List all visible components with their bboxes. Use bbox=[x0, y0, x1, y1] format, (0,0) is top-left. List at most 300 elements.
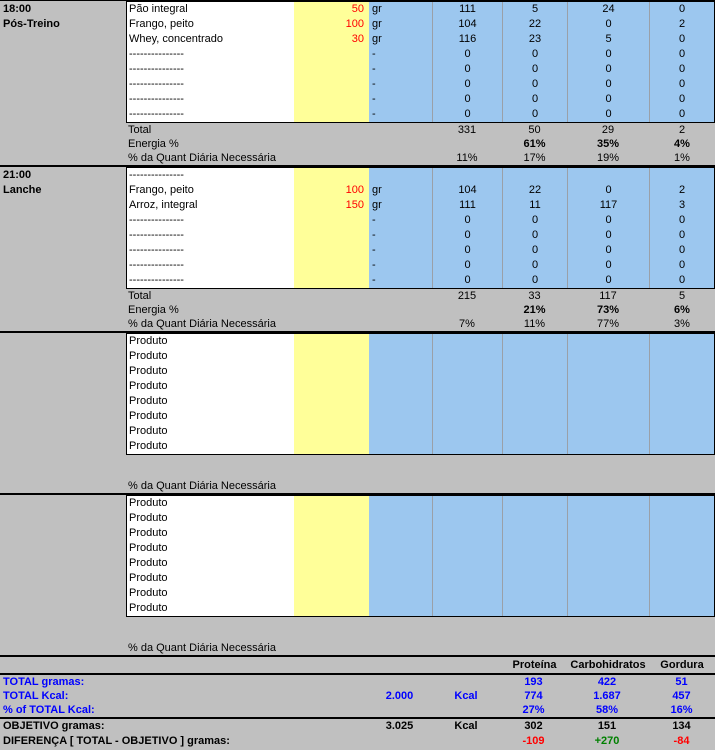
kcal-target-cell[interactable] bbox=[368, 675, 431, 689]
carb-value-cell[interactable]: 0 bbox=[567, 47, 649, 62]
product-table bbox=[126, 495, 715, 617]
quantity-cell[interactable] bbox=[294, 364, 369, 379]
carb-total-cell[interactable]: 117 bbox=[599, 290, 617, 302]
food-name-cell[interactable]: --------------- bbox=[127, 258, 294, 273]
unit-cell[interactable] bbox=[369, 409, 432, 424]
food-name-cell[interactable]: Pão integral bbox=[127, 2, 294, 17]
fat-value-cell[interactable] bbox=[649, 334, 714, 349]
kcal-unit-cell[interactable]: Kcal bbox=[454, 690, 478, 702]
unit-cell[interactable] bbox=[369, 601, 432, 616]
prot-value-cell[interactable]: 22 bbox=[502, 183, 567, 198]
prot-total-cell[interactable]: 50 bbox=[528, 124, 541, 136]
kcal-total-cell[interactable] bbox=[432, 303, 502, 317]
meal-name-cell[interactable]: Pós-Treino bbox=[3, 18, 60, 30]
kcal-value-cell[interactable]: 104 bbox=[432, 17, 502, 32]
quantity-cell[interactable] bbox=[294, 556, 369, 571]
unit-cell[interactable] bbox=[369, 349, 432, 364]
kcal-value-cell[interactable] bbox=[432, 379, 502, 394]
prot-total-cell[interactable]: 17% bbox=[523, 152, 546, 164]
quantity-cell[interactable] bbox=[294, 526, 369, 541]
kcal-value-cell[interactable] bbox=[432, 511, 502, 526]
prot-value-cell[interactable] bbox=[502, 168, 567, 183]
unit-cell[interactable] bbox=[369, 571, 432, 586]
fat-value-cell[interactable] bbox=[649, 586, 714, 601]
kcal-value-cell[interactable]: 116 bbox=[432, 32, 502, 47]
kcal-unit-cell[interactable] bbox=[431, 703, 501, 717]
prot-value-cell[interactable] bbox=[502, 439, 567, 454]
carb-value-cell[interactable]: 0 bbox=[567, 258, 649, 273]
product-row bbox=[127, 334, 714, 349]
kcal-value-cell[interactable] bbox=[432, 556, 502, 571]
prot-value-cell[interactable] bbox=[502, 556, 567, 571]
prot-value-cell[interactable]: 23 bbox=[502, 32, 567, 47]
carb-value-cell[interactable] bbox=[567, 424, 649, 439]
product-name-cell[interactable]: Produto bbox=[127, 541, 294, 556]
kcal-value-cell[interactable]: 0 bbox=[432, 213, 502, 228]
quantity-cell[interactable] bbox=[294, 409, 369, 424]
unit-cell[interactable] bbox=[369, 394, 432, 409]
fat-value-cell[interactable] bbox=[649, 601, 714, 616]
fat-total-cell[interactable]: 6% bbox=[674, 304, 690, 316]
carb-value-cell[interactable]: 0 bbox=[567, 273, 649, 288]
carbs-value-cell[interactable]: 151 bbox=[597, 720, 617, 732]
fat-value-cell[interactable]: 0 bbox=[649, 213, 714, 228]
carb-total-cell[interactable]: 77% bbox=[596, 318, 620, 330]
quantity-cell[interactable] bbox=[294, 168, 369, 183]
prot-value-cell[interactable] bbox=[502, 364, 567, 379]
fat-value-cell[interactable]: 0 bbox=[649, 243, 714, 258]
carb-value-cell[interactable]: 5 bbox=[567, 32, 649, 47]
prot-value-cell[interactable] bbox=[502, 409, 567, 424]
fat-value-cell[interactable]: 3 bbox=[649, 198, 714, 213]
fat-value-cell[interactable] bbox=[649, 541, 714, 556]
prot-value-cell[interactable]: 0 bbox=[502, 92, 567, 107]
carb-value-cell[interactable] bbox=[567, 571, 649, 586]
product-name-cell[interactable]: Produto bbox=[127, 556, 294, 571]
quantity-cell[interactable] bbox=[294, 601, 369, 616]
fat-value-cell[interactable]: 0 bbox=[649, 47, 714, 62]
food-name-cell[interactable]: Whey, concentrado bbox=[127, 32, 294, 47]
unit-cell[interactable] bbox=[369, 364, 432, 379]
prot-value-cell[interactable] bbox=[502, 571, 567, 586]
fat-value-cell[interactable]: 2 bbox=[649, 17, 714, 32]
unit-cell[interactable]: - bbox=[369, 228, 432, 243]
carb-value-cell[interactable] bbox=[567, 526, 649, 541]
prot-value-cell[interactable] bbox=[502, 394, 567, 409]
kcal-unit-cell[interactable]: Kcal bbox=[454, 720, 478, 732]
product-name-cell[interactable]: Produto bbox=[127, 511, 294, 526]
unit-cell[interactable] bbox=[369, 424, 432, 439]
unit-cell[interactable]: - bbox=[369, 92, 432, 107]
kcal-value-cell[interactable] bbox=[432, 168, 502, 183]
fat-value-cell[interactable]: 16% bbox=[670, 704, 693, 716]
carb-value-cell[interactable] bbox=[567, 394, 649, 409]
carbs-value-cell[interactable]: 422 bbox=[597, 676, 617, 688]
prot-total-cell[interactable]: 33 bbox=[528, 290, 541, 302]
daily-quant-footer-label[interactable]: % da Quant Diária Necessária bbox=[128, 642, 276, 654]
kcal-total-cell[interactable] bbox=[432, 137, 502, 151]
prot-value-cell[interactable] bbox=[502, 334, 567, 349]
fat-value-cell[interactable] bbox=[649, 496, 714, 511]
fat-value-cell[interactable]: 2 bbox=[649, 183, 714, 198]
product-name-cell[interactable]: Produto bbox=[127, 496, 294, 511]
product-name-cell[interactable]: Produto bbox=[127, 334, 294, 349]
prot-value-cell[interactable]: 0 bbox=[502, 228, 567, 243]
carb-value-cell[interactable] bbox=[567, 168, 649, 183]
summary-row-label[interactable]: OBJETIVO gramas: bbox=[3, 720, 105, 732]
prot-value-cell[interactable]: 0 bbox=[502, 273, 567, 288]
kcal-total-cell[interactable]: 7% bbox=[459, 318, 475, 330]
fat-value-cell[interactable] bbox=[649, 364, 714, 379]
summary-row-label[interactable]: % of TOTAL Kcal: bbox=[3, 704, 95, 716]
kcal-value-cell[interactable]: 0 bbox=[432, 228, 502, 243]
fat-value-cell[interactable] bbox=[649, 379, 714, 394]
kcal-value-cell[interactable] bbox=[432, 364, 502, 379]
fat-value-cell[interactable]: 0 bbox=[649, 258, 714, 273]
fat-value-cell[interactable]: 0 bbox=[649, 92, 714, 107]
carbs-value-cell[interactable]: 58% bbox=[595, 704, 619, 716]
product-name-cell[interactable]: Produto bbox=[127, 379, 294, 394]
prot-value-cell[interactable]: 11 bbox=[502, 198, 567, 213]
protein-value-cell[interactable]: 774 bbox=[524, 690, 543, 702]
quantity-cell[interactable]: 30 bbox=[294, 32, 369, 47]
kcal-target-cell[interactable] bbox=[368, 703, 431, 717]
energia-percent-row bbox=[0, 137, 715, 151]
quantity-cell[interactable]: 100 bbox=[294, 17, 369, 32]
quantity-cell[interactable] bbox=[294, 62, 369, 77]
kcal-target-cell[interactable]: 3.025 bbox=[385, 720, 414, 732]
unit-cell[interactable] bbox=[369, 379, 432, 394]
row-label[interactable]: % da Quant Diária Necessária bbox=[128, 318, 276, 330]
fat-total-cell[interactable]: 4% bbox=[674, 138, 690, 150]
fat-value-cell[interactable]: 457 bbox=[672, 690, 691, 702]
kcal-value-cell[interactable] bbox=[432, 349, 502, 364]
kcal-target-cell[interactable]: 2.000 bbox=[385, 690, 414, 702]
quantity-cell[interactable] bbox=[294, 541, 369, 556]
carb-value-cell[interactable] bbox=[567, 511, 649, 526]
fat-total-cell[interactable]: 5 bbox=[678, 290, 686, 302]
prot-total-cell[interactable]: 21% bbox=[523, 304, 546, 316]
kcal-total-cell[interactable]: 215 bbox=[457, 290, 477, 302]
food-name-cell[interactable]: --------------- bbox=[127, 47, 294, 62]
summary-row-label[interactable]: DIFERENÇA [ TOTAL - OBJETIVO ] gramas: bbox=[3, 735, 230, 747]
carb-value-cell[interactable] bbox=[567, 409, 649, 424]
protein-value-cell[interactable]: 27% bbox=[522, 704, 545, 716]
carb-value-cell[interactable] bbox=[567, 496, 649, 511]
unit-cell[interactable] bbox=[369, 511, 432, 526]
fat-total-cell[interactable]: 3% bbox=[674, 318, 690, 330]
carbs-column-header[interactable]: Carbohidratos bbox=[570, 659, 646, 671]
prot-value-cell[interactable]: 22 bbox=[502, 17, 567, 32]
carb-value-cell[interactable] bbox=[567, 556, 649, 571]
fat-value-cell[interactable] bbox=[649, 349, 714, 364]
fat-value-cell[interactable] bbox=[649, 424, 714, 439]
food-name-cell[interactable]: Arroz, integral bbox=[127, 198, 294, 213]
kcal-value-cell[interactable]: 0 bbox=[432, 77, 502, 92]
food-name-cell[interactable]: --------------- bbox=[127, 273, 294, 288]
spacer bbox=[0, 657, 502, 673]
food-name-cell[interactable]: Frango, peito bbox=[127, 17, 294, 32]
carb-value-cell[interactable]: 0 bbox=[567, 17, 649, 32]
quantity-cell[interactable] bbox=[294, 228, 369, 243]
fat-column-header[interactable]: Gordura bbox=[660, 659, 704, 671]
fat-value-cell[interactable]: 51 bbox=[675, 676, 688, 688]
product-name-cell[interactable]: Produto bbox=[127, 571, 294, 586]
carb-value-cell[interactable]: 0 bbox=[567, 183, 649, 198]
product-name-cell[interactable]: Produto bbox=[127, 424, 294, 439]
prot-value-cell[interactable] bbox=[502, 496, 567, 511]
prot-value-cell[interactable]: 0 bbox=[502, 77, 567, 92]
quantity-cell[interactable]: 100 bbox=[294, 183, 369, 198]
quantity-cell[interactable] bbox=[294, 496, 369, 511]
food-name-cell[interactable]: --------------- bbox=[127, 243, 294, 258]
carb-value-cell[interactable]: 117 bbox=[567, 198, 649, 213]
quantity-cell[interactable] bbox=[294, 258, 369, 273]
quantity-cell[interactable] bbox=[294, 349, 369, 364]
unit-cell[interactable] bbox=[369, 526, 432, 541]
quantity-cell[interactable] bbox=[294, 273, 369, 288]
quantity-cell[interactable] bbox=[294, 92, 369, 107]
unit-cell[interactable]: gr bbox=[369, 32, 432, 47]
quantity-cell[interactable]: 50 bbox=[294, 2, 369, 17]
fat-value-cell[interactable] bbox=[649, 511, 714, 526]
kcal-total-cell[interactable]: 331 bbox=[457, 124, 477, 136]
prot-value-cell[interactable]: 0 bbox=[502, 107, 567, 122]
kcal-unit-cell[interactable] bbox=[431, 734, 501, 749]
kcal-value-cell[interactable] bbox=[432, 571, 502, 586]
unit-cell[interactable] bbox=[369, 556, 432, 571]
kcal-value-cell[interactable]: 0 bbox=[432, 243, 502, 258]
food-name-cell[interactable]: --------------- bbox=[127, 92, 294, 107]
kcal-value-cell[interactable]: 0 bbox=[432, 92, 502, 107]
unit-cell[interactable]: gr bbox=[369, 2, 432, 17]
row-label[interactable]: Energia % bbox=[128, 304, 179, 316]
prot-value-cell[interactable] bbox=[502, 379, 567, 394]
kcal-value-cell[interactable] bbox=[432, 601, 502, 616]
fat-value-cell[interactable]: 0 bbox=[649, 77, 714, 92]
prot-value-cell[interactable]: 0 bbox=[502, 213, 567, 228]
kcal-value-cell[interactable] bbox=[432, 439, 502, 454]
prot-value-cell[interactable] bbox=[502, 526, 567, 541]
quantity-cell[interactable] bbox=[294, 77, 369, 92]
carb-value-cell[interactable]: 0 bbox=[567, 228, 649, 243]
unit-cell[interactable]: - bbox=[369, 62, 432, 77]
prot-value-cell[interactable]: 0 bbox=[502, 258, 567, 273]
product-name-cell[interactable]: Produto bbox=[127, 586, 294, 601]
product-name-cell[interactable]: Produto bbox=[127, 394, 294, 409]
kcal-value-cell[interactable] bbox=[432, 334, 502, 349]
kcal-value-cell[interactable] bbox=[432, 586, 502, 601]
carb-value-cell[interactable] bbox=[567, 349, 649, 364]
unit-cell[interactable]: gr bbox=[369, 183, 432, 198]
kcal-value-cell[interactable] bbox=[432, 394, 502, 409]
protein-value-cell[interactable]: 302 bbox=[524, 720, 543, 732]
fat-total-cell[interactable]: 1% bbox=[674, 152, 690, 164]
food-name-cell[interactable]: --------------- bbox=[127, 213, 294, 228]
prot-total-cell[interactable]: 11% bbox=[523, 318, 546, 330]
row-label[interactable]: Energia % bbox=[128, 138, 179, 150]
prot-value-cell[interactable] bbox=[502, 349, 567, 364]
fat-value-cell[interactable] bbox=[649, 526, 714, 541]
carb-value-cell[interactable] bbox=[567, 541, 649, 556]
carb-value-cell[interactable] bbox=[567, 601, 649, 616]
food-table bbox=[126, 1, 715, 123]
quantity-cell[interactable] bbox=[294, 511, 369, 526]
quantity-cell[interactable] bbox=[294, 424, 369, 439]
kcal-unit-cell[interactable] bbox=[431, 675, 501, 689]
unit-cell[interactable] bbox=[369, 541, 432, 556]
fat-value-cell[interactable] bbox=[649, 394, 714, 409]
row-label[interactable]: % da Quant Diária Necessária bbox=[128, 152, 276, 164]
unit-cell[interactable]: - bbox=[369, 77, 432, 92]
fat-value-cell[interactable]: 0 bbox=[649, 273, 714, 288]
prot-total-cell[interactable]: 61% bbox=[523, 138, 546, 150]
product-name-cell[interactable]: Produto bbox=[127, 409, 294, 424]
prot-value-cell[interactable] bbox=[502, 424, 567, 439]
meal-name-cell[interactable]: Lanche bbox=[3, 184, 42, 196]
unit-cell[interactable] bbox=[369, 334, 432, 349]
carb-value-cell[interactable] bbox=[567, 439, 649, 454]
carb-value-cell[interactable]: 0 bbox=[567, 107, 649, 122]
carb-value-cell[interactable]: 0 bbox=[567, 92, 649, 107]
quantity-cell[interactable] bbox=[294, 439, 369, 454]
protein-value-cell[interactable]: 193 bbox=[524, 676, 543, 688]
quantity-cell[interactable] bbox=[294, 334, 369, 349]
quantity-cell[interactable]: 150 bbox=[294, 198, 369, 213]
fat-value-cell[interactable] bbox=[649, 168, 714, 183]
kcal-value-cell[interactable] bbox=[432, 409, 502, 424]
unit-cell[interactable]: gr bbox=[369, 198, 432, 213]
carb-value-cell[interactable] bbox=[567, 364, 649, 379]
prot-value-cell[interactable]: 0 bbox=[502, 47, 567, 62]
carb-value-cell[interactable]: 0 bbox=[567, 213, 649, 228]
prot-value-cell[interactable] bbox=[502, 586, 567, 601]
kcal-value-cell[interactable]: 111 bbox=[432, 2, 502, 17]
fat-value-cell[interactable]: 0 bbox=[649, 107, 714, 122]
carb-value-cell[interactable] bbox=[567, 379, 649, 394]
product-name-cell[interactable]: Produto bbox=[127, 439, 294, 454]
kcal-value-cell[interactable] bbox=[432, 496, 502, 511]
kcal-target-cell[interactable] bbox=[368, 734, 431, 749]
fat-value-cell[interactable] bbox=[649, 409, 714, 424]
carb-total-cell[interactable]: 35% bbox=[596, 138, 620, 150]
food-name-cell[interactable]: --------------- bbox=[127, 168, 294, 183]
food-name-cell[interactable]: --------------- bbox=[127, 107, 294, 122]
quantity-cell[interactable] bbox=[294, 571, 369, 586]
kcal-total-cell[interactable]: 11% bbox=[456, 152, 478, 164]
unit-cell[interactable]: - bbox=[369, 47, 432, 62]
unit-cell[interactable]: - bbox=[369, 213, 432, 228]
prot-value-cell[interactable]: 0 bbox=[502, 243, 567, 258]
fat-value-cell[interactable]: 134 bbox=[672, 720, 691, 732]
carb-value-cell[interactable]: 0 bbox=[567, 77, 649, 92]
fat-value-cell[interactable] bbox=[649, 439, 714, 454]
kcal-value-cell[interactable] bbox=[432, 541, 502, 556]
fat-value-cell[interactable]: 0 bbox=[649, 62, 714, 77]
prot-value-cell[interactable] bbox=[502, 541, 567, 556]
quantity-cell[interactable] bbox=[294, 213, 369, 228]
unit-cell[interactable] bbox=[369, 586, 432, 601]
unit-cell[interactable] bbox=[369, 496, 432, 511]
kcal-value-cell[interactable] bbox=[432, 424, 502, 439]
carb-total-cell[interactable]: 19% bbox=[596, 152, 620, 164]
prot-value-cell[interactable]: 5 bbox=[502, 2, 567, 17]
kcal-value-cell[interactable] bbox=[432, 526, 502, 541]
fat-value-cell[interactable]: 0 bbox=[649, 228, 714, 243]
product-name-cell[interactable]: Produto bbox=[127, 526, 294, 541]
meal-time-cell[interactable]: 18:00 bbox=[3, 3, 32, 15]
product-table bbox=[126, 333, 715, 455]
carbs-value-cell[interactable]: 1.687 bbox=[593, 690, 621, 702]
quantity-cell[interactable] bbox=[294, 243, 369, 258]
prot-value-cell[interactable] bbox=[502, 511, 567, 526]
carb-value-cell[interactable] bbox=[567, 334, 649, 349]
unit-cell[interactable]: gr bbox=[369, 17, 432, 32]
prot-value-cell[interactable]: 0 bbox=[502, 62, 567, 77]
quantity-cell[interactable] bbox=[294, 394, 369, 409]
quantity-cell[interactable] bbox=[294, 107, 369, 122]
fat-value-cell[interactable]: -84 bbox=[673, 735, 690, 747]
quantity-cell[interactable] bbox=[294, 47, 369, 62]
summary-row-label[interactable]: TOTAL Kcal: bbox=[3, 690, 69, 702]
carb-total-cell[interactable]: 73% bbox=[596, 304, 620, 316]
fat-value-cell[interactable]: 0 bbox=[649, 2, 714, 17]
carb-value-cell[interactable]: 0 bbox=[567, 62, 649, 77]
kcal-value-cell[interactable]: 0 bbox=[432, 107, 502, 122]
kcal-value-cell[interactable]: 0 bbox=[432, 258, 502, 273]
fat-value-cell[interactable] bbox=[649, 556, 714, 571]
quantity-cell[interactable] bbox=[294, 586, 369, 601]
unit-cell[interactable]: - bbox=[369, 243, 432, 258]
carb-value-cell[interactable]: 24 bbox=[567, 2, 649, 17]
daily-quant-footer-label[interactable]: % da Quant Diária Necessária bbox=[128, 480, 276, 492]
kcal-value-cell[interactable]: 0 bbox=[432, 62, 502, 77]
unit-cell[interactable] bbox=[369, 439, 432, 454]
fat-value-cell[interactable]: 0 bbox=[649, 32, 714, 47]
meal-time-cell[interactable]: 21:00 bbox=[3, 169, 32, 181]
carb-value-cell[interactable] bbox=[567, 586, 649, 601]
food-name-cell[interactable]: --------------- bbox=[127, 62, 294, 77]
kcal-value-cell[interactable]: 0 bbox=[432, 273, 502, 288]
summary-row bbox=[0, 719, 715, 734]
carb-total-cell[interactable]: 29 bbox=[601, 124, 615, 136]
quantity-cell[interactable] bbox=[294, 379, 369, 394]
product-name-cell[interactable]: Produto bbox=[127, 349, 294, 364]
row-label[interactable]: Total bbox=[128, 290, 152, 302]
food-name-cell[interactable]: --------------- bbox=[127, 228, 294, 243]
kcal-value-cell[interactable]: 111 bbox=[432, 198, 502, 213]
prot-value-cell[interactable] bbox=[502, 601, 567, 616]
kcal-value-cell[interactable]: 104 bbox=[432, 183, 502, 198]
row-label[interactable]: Total bbox=[128, 124, 152, 136]
summary-row-label[interactable]: TOTAL gramas: bbox=[3, 676, 85, 688]
fat-value-cell[interactable] bbox=[649, 571, 714, 586]
carb-value-cell[interactable]: 0 bbox=[567, 243, 649, 258]
protein-value-cell[interactable]: -109 bbox=[522, 735, 545, 747]
carbs-value-cell[interactable]: +270 bbox=[594, 735, 620, 747]
protein-column-header[interactable]: Proteína bbox=[512, 659, 557, 671]
product-name-cell[interactable]: Produto bbox=[127, 601, 294, 616]
food-name-cell[interactable]: --------------- bbox=[127, 77, 294, 92]
unit-cell[interactable]: - bbox=[369, 273, 432, 288]
unit-cell[interactable]: - bbox=[369, 107, 432, 122]
unit-cell[interactable]: - bbox=[369, 258, 432, 273]
unit-cell[interactable] bbox=[369, 168, 432, 183]
fat-total-cell[interactable]: 2 bbox=[678, 124, 686, 136]
product-name-cell[interactable]: Produto bbox=[127, 364, 294, 379]
food-name-cell[interactable]: Frango, peito bbox=[127, 183, 294, 198]
kcal-value-cell[interactable]: 0 bbox=[432, 47, 502, 62]
